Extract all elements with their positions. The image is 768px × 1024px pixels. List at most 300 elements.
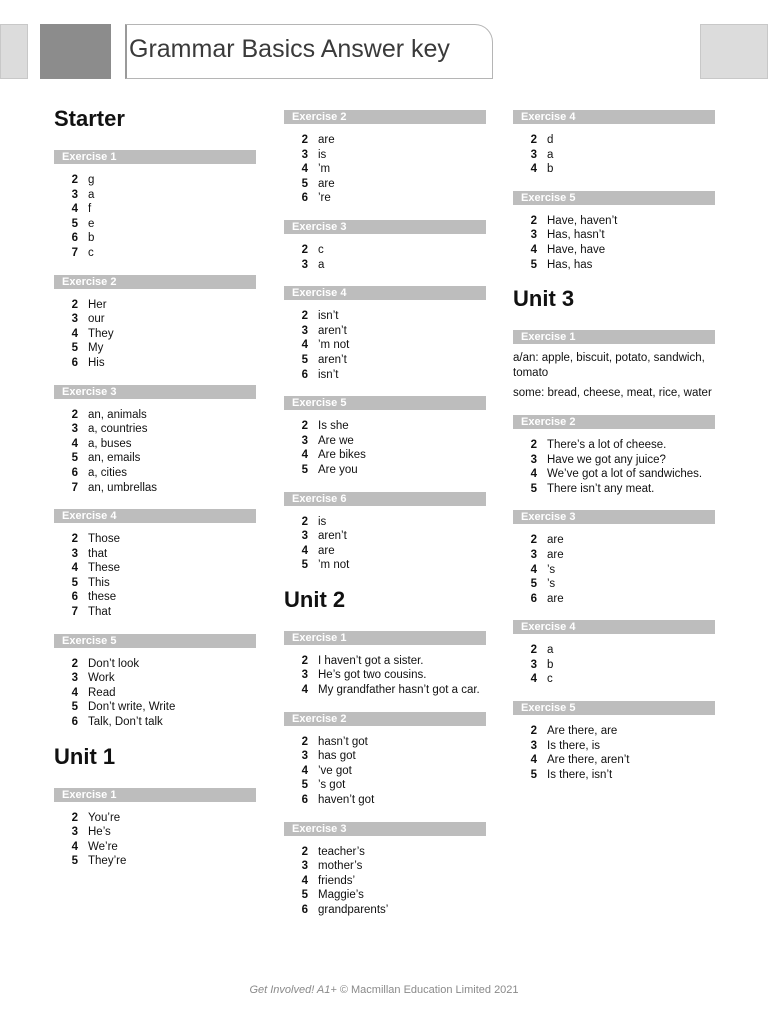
answer-item: [513, 162, 715, 177]
answer-item: [513, 148, 715, 163]
answer-number: 5: [71, 701, 78, 714]
answer-text: are: [547, 548, 564, 561]
answer-number: 5: [301, 177, 308, 190]
answer-text: There isn’t any meat.: [547, 482, 655, 495]
answer-item: [54, 437, 256, 452]
answer-item: [54, 686, 256, 701]
exercise-header: Exercise 4: [54, 509, 256, 523]
answer-number: 3: [301, 258, 308, 271]
answer-text: g: [88, 174, 95, 186]
answer-number: 2: [301, 735, 308, 748]
answer-item: [513, 643, 715, 658]
answer-item: [54, 715, 256, 730]
answer-number: 4: [71, 203, 78, 216]
answer-item: [54, 173, 256, 188]
exercise-header: Exercise 6: [284, 492, 486, 506]
answer-text: f: [88, 203, 92, 216]
answer-item: [284, 529, 486, 544]
answer-item: [284, 258, 486, 273]
answer-list: [284, 419, 486, 477]
answer-item: [513, 438, 715, 453]
answer-item: [54, 246, 256, 261]
answer-number: 4: [301, 544, 308, 557]
answer-text: isn’t: [318, 368, 339, 381]
answer-number: 6: [71, 591, 78, 604]
answer-text: a: [547, 148, 554, 161]
exercise-header: Exercise 1: [54, 788, 256, 802]
answer-item: [54, 202, 256, 217]
column-2: [284, 110, 486, 932]
answer-number: 4: [71, 840, 78, 853]
answer-item: [284, 448, 486, 463]
answer-item: [54, 422, 256, 437]
answer-item: [284, 845, 486, 860]
answer-number: 2: [530, 438, 537, 451]
answer-text: Has, hasn’t: [547, 229, 605, 242]
answer-item: [54, 312, 256, 327]
answer-number: 2: [301, 420, 308, 433]
answer-item: [513, 482, 715, 497]
answer-item: [284, 338, 486, 353]
answer-list: [54, 173, 256, 261]
answer-number: 2: [71, 533, 78, 546]
answer-text: My grandfather hasn’t got a car.: [318, 684, 480, 697]
answer-text: You’re: [88, 811, 121, 824]
answer-item: [513, 214, 715, 229]
answer-text: are: [547, 592, 564, 605]
exercise-header: Exercise 4: [513, 110, 715, 124]
column-1: [54, 106, 256, 883]
answer-text: a: [547, 644, 554, 657]
answer-item: [54, 854, 256, 869]
answer-item: [284, 544, 486, 559]
answer-number: 3: [71, 423, 78, 436]
answer-number: 7: [71, 246, 78, 259]
answer-text: a: [88, 188, 95, 201]
answer-text: are: [547, 534, 564, 547]
answer-number: 2: [301, 654, 308, 667]
answer-item: [513, 228, 715, 243]
answer-list: [513, 724, 715, 782]
answer-number: 2: [71, 174, 78, 186]
answer-number: 2: [530, 725, 537, 738]
answer-item: [54, 451, 256, 466]
answer-text: ’s: [547, 563, 556, 576]
answer-list: [284, 515, 486, 573]
answer-text: Work: [88, 672, 115, 685]
answer-item: [54, 217, 256, 232]
answer-item: [54, 825, 256, 840]
unit-heading: Unit 3: [513, 286, 575, 312]
answer-item: [54, 547, 256, 562]
answer-text: They’re: [88, 855, 127, 868]
answer-text: c: [547, 673, 553, 686]
answer-list: [513, 133, 715, 177]
answer-number: 3: [71, 672, 78, 685]
answer-number: 3: [301, 669, 308, 682]
answer-text: a, cities: [88, 466, 127, 479]
answer-number: 5: [71, 342, 78, 355]
answer-number: 2: [530, 534, 537, 547]
answer-text: teacher’s: [318, 845, 365, 858]
answer-number: 3: [301, 434, 308, 447]
answer-text: He’s: [88, 826, 111, 839]
answer-number: 2: [301, 310, 308, 323]
answer-text: Those: [88, 533, 120, 546]
exercise-header: Exercise 2: [284, 712, 486, 726]
answer-number: 4: [301, 874, 308, 887]
exercise-header: Exercise 2: [513, 415, 715, 429]
answer-text: Are there, aren’t: [547, 754, 630, 767]
answer-item: [284, 463, 486, 478]
exercise-header: Exercise 1: [54, 150, 256, 164]
answer-number: 3: [301, 750, 308, 763]
answer-number: 5: [530, 258, 537, 271]
answer-number: 6: [301, 904, 308, 916]
answer-text: Don’t look: [88, 657, 140, 670]
answer-item: [284, 162, 486, 177]
exercise-header: Exercise 3: [284, 220, 486, 234]
answer-text: is: [318, 515, 327, 528]
answer-text: These: [88, 562, 120, 575]
answer-number: 6: [71, 716, 78, 729]
answer-number: 6: [301, 368, 308, 381]
answer-number: 4: [301, 163, 308, 176]
answer-text: isn’t: [318, 310, 339, 323]
answer-number: 4: [71, 562, 78, 575]
answer-number: 5: [71, 452, 78, 465]
answer-number: 5: [530, 768, 537, 781]
answer-number: 4: [71, 686, 78, 699]
answer-text: d: [547, 134, 554, 146]
answer-text: ’ve got: [318, 764, 352, 777]
right-edge-tab: [700, 24, 768, 79]
answer-number: 2: [530, 214, 537, 227]
exercise-header: Exercise 2: [54, 275, 256, 289]
answer-number: 3: [530, 229, 537, 242]
answer-item: [284, 133, 486, 148]
answer-item: [284, 764, 486, 779]
answer-item: [284, 859, 486, 874]
answer-item: [513, 258, 715, 273]
answer-text: aren’t: [318, 353, 347, 366]
answer-text: Have, haven’t: [547, 214, 618, 227]
answer-number: 3: [530, 148, 537, 161]
exercise-header: Exercise 1: [513, 330, 715, 344]
answer-number: 6: [71, 466, 78, 479]
answer-number: 4: [301, 764, 308, 777]
answer-item: [284, 309, 486, 324]
answer-text: that: [88, 547, 108, 560]
answer-text: They: [88, 327, 114, 340]
answer-number: 5: [301, 779, 308, 792]
answer-number: 3: [530, 658, 537, 671]
answer-list: [54, 298, 256, 371]
unit-heading: Unit 2: [284, 586, 346, 612]
answer-text: mother’s: [318, 860, 363, 873]
answer-item: [54, 231, 256, 246]
answer-item: [284, 324, 486, 339]
answer-list: [284, 243, 486, 272]
answer-item: [284, 874, 486, 889]
answer-number: 2: [71, 408, 78, 421]
answer-item: [513, 548, 715, 563]
answer-item: [513, 453, 715, 468]
answer-number: 3: [71, 188, 78, 201]
exercise-header: Exercise 5: [284, 396, 486, 410]
answer-list: [54, 408, 256, 496]
answer-item: [513, 724, 715, 739]
answer-item: [284, 654, 486, 669]
page-title: Grammar Basics Answer key: [129, 35, 450, 63]
answer-number: 3: [301, 530, 308, 543]
answer-text: haven’t got: [318, 794, 375, 807]
answer-text: an, umbrellas: [88, 481, 158, 494]
answer-text: We’re: [88, 840, 118, 853]
exercise-header: Exercise 5: [513, 191, 715, 205]
answer-list: [54, 532, 256, 620]
answer-list: [284, 654, 486, 698]
answer-number: 4: [530, 468, 537, 481]
answer-list: [513, 643, 715, 687]
answer-text: b: [547, 658, 554, 671]
answer-text: c: [318, 243, 324, 256]
answer-item: [513, 672, 715, 687]
answer-text: ’s: [547, 578, 556, 591]
answer-item: [513, 563, 715, 578]
answer-number: 5: [530, 578, 537, 591]
answer-text: b: [88, 232, 95, 245]
footer-book-title: Get Involved! A1+: [249, 984, 337, 996]
answer-item: [284, 888, 486, 903]
answer-list: [54, 657, 256, 730]
exercise-header: Exercise 4: [284, 286, 486, 300]
answer-item: [284, 368, 486, 383]
answer-text: friends’: [318, 874, 356, 887]
answer-text: This: [88, 576, 110, 589]
answer-list: [284, 735, 486, 808]
answer-number: 3: [530, 548, 537, 561]
answer-number: 2: [71, 657, 78, 670]
footer: [0, 984, 768, 996]
answer-number: 5: [301, 889, 308, 902]
answer-text: I haven’t got a sister.: [318, 654, 424, 667]
answer-item: [54, 590, 256, 605]
answer-list: [284, 309, 486, 382]
answer-item: [54, 408, 256, 423]
answer-item: [513, 753, 715, 768]
answer-item: [513, 533, 715, 548]
answer-number: 3: [530, 453, 537, 466]
answer-number: 2: [301, 134, 308, 146]
answer-number: 4: [301, 684, 308, 697]
answer-item: [54, 356, 256, 371]
answer-number: 6: [301, 192, 308, 205]
answer-text: That: [88, 606, 112, 619]
answer-text: aren’t: [318, 530, 347, 543]
answer-number: 3: [301, 148, 308, 161]
answer-number: 3: [301, 860, 308, 873]
answer-item: [284, 177, 486, 192]
answer-text: Don’t write, Write: [88, 701, 176, 714]
answer-number: 2: [301, 243, 308, 256]
answer-item: [284, 191, 486, 206]
answer-number: 4: [301, 449, 308, 462]
answer-item: [284, 749, 486, 764]
answer-number: 3: [71, 313, 78, 326]
answer-number: 5: [71, 217, 78, 230]
answer-item: [513, 739, 715, 754]
answer-number: 4: [530, 673, 537, 686]
answer-text: Maggie’s: [318, 889, 364, 902]
answer-item: [54, 188, 256, 203]
answer-text: hasn’t got: [318, 735, 368, 748]
answer-text: Are we: [318, 434, 354, 447]
answer-item: [54, 576, 256, 591]
answer-list: [284, 133, 486, 206]
answer-text: ’m not: [318, 339, 350, 352]
answer-number: 7: [71, 481, 78, 494]
answer-text: e: [88, 217, 95, 230]
answer-item: [284, 243, 486, 258]
answer-item: [54, 657, 256, 672]
answer-text: Read: [88, 686, 116, 699]
answer-text: a, countries: [88, 423, 148, 436]
answer-text: are: [318, 544, 335, 557]
answer-number: 5: [71, 576, 78, 589]
answer-number: 4: [530, 754, 537, 767]
answer-item: [54, 671, 256, 686]
answer-number: 4: [530, 163, 537, 176]
answer-list: [513, 438, 715, 496]
exercise-header: Exercise 3: [513, 510, 715, 524]
answer-item: [284, 558, 486, 573]
answer-number: 6: [71, 232, 78, 245]
answer-text: My: [88, 342, 104, 355]
answer-item: [513, 133, 715, 148]
answer-item: [513, 768, 715, 783]
answer-text: ’m not: [318, 559, 350, 572]
answer-number: 3: [530, 739, 537, 752]
answer-text: are: [318, 134, 335, 146]
answer-item: [54, 327, 256, 342]
answer-text: Is there, isn’t: [547, 768, 613, 781]
answer-item: [284, 735, 486, 750]
answer-number: 4: [71, 437, 78, 450]
answer-item: [513, 658, 715, 673]
answer-text: ’re: [318, 192, 331, 205]
answer-number: 5: [301, 559, 308, 572]
answer-text: a: [318, 258, 325, 271]
answer-text: We’ve got a lot of sandwiches.: [547, 468, 703, 481]
answer-text: c: [88, 246, 94, 259]
answer-text: Have, have: [547, 243, 606, 256]
answer-item: [513, 577, 715, 592]
answer-text: has got: [318, 750, 356, 763]
answer-number: 5: [301, 463, 308, 476]
answer-text: Has, has: [547, 258, 593, 271]
answer-number: 4: [301, 339, 308, 352]
answer-item: [284, 903, 486, 918]
answer-number: 2: [71, 298, 78, 311]
answer-text: our: [88, 313, 105, 326]
answer-text: Is she: [318, 420, 349, 433]
answer-item: [54, 532, 256, 547]
answer-item: [54, 481, 256, 496]
answer-text: There’s a lot of cheese.: [547, 438, 667, 451]
answer-item: [284, 778, 486, 793]
answer-paragraph: a/an: apple, biscuit, potato, sandwich, tomato: [513, 352, 705, 379]
title-box: [125, 24, 493, 79]
answer-item: [54, 341, 256, 356]
answer-text: a, buses: [88, 437, 132, 450]
answer-item: [284, 434, 486, 449]
answer-item: [54, 605, 256, 620]
answer-list: [284, 845, 486, 918]
answer-text: ’m: [318, 163, 331, 176]
answer-text: Are you: [318, 463, 358, 476]
unit-heading: Starter: [54, 106, 125, 131]
answer-number: 3: [301, 324, 308, 337]
answer-text: ’s got: [318, 779, 346, 792]
exercise-header: Exercise 4: [513, 620, 715, 634]
answer-item: [513, 467, 715, 482]
answer-text: Have we got any juice?: [547, 453, 666, 466]
answer-text: His: [88, 356, 105, 369]
answer-number: 3: [71, 547, 78, 560]
answer-item: [54, 840, 256, 855]
column-3: [513, 110, 715, 796]
answer-list: [513, 533, 715, 606]
answer-text: is: [318, 148, 327, 161]
answer-number: 3: [71, 826, 78, 839]
answer-item: [284, 419, 486, 434]
answer-number: 4: [71, 327, 78, 340]
answer-text: He’s got two cousins.: [318, 669, 427, 682]
answer-number: 6: [71, 356, 78, 369]
answer-text: Talk, Don’t talk: [88, 716, 163, 729]
answer-text: Her: [88, 298, 107, 311]
footer-copyright: © Macmillan Education Limited 2021: [336, 984, 519, 996]
answer-item: [513, 243, 715, 258]
answer-number: 7: [71, 606, 78, 619]
exercise-header: Exercise 5: [54, 634, 256, 648]
header-dark-block: [40, 24, 111, 79]
answer-paragraph: some: bread, cheese, meat, rice, water: [513, 387, 712, 400]
answer-item: [284, 353, 486, 368]
answer-number: 6: [530, 592, 537, 605]
answer-item: [54, 298, 256, 313]
answer-list: [54, 811, 256, 869]
exercise-header: Exercise 2: [284, 110, 486, 124]
answer-number: 5: [530, 482, 537, 495]
answer-number: 2: [301, 515, 308, 528]
answer-number: 4: [530, 563, 537, 576]
exercise-header: Exercise 3: [284, 822, 486, 836]
answer-item: [54, 811, 256, 826]
answer-number: 2: [530, 644, 537, 657]
answer-number: 2: [71, 811, 78, 824]
exercise-header: Exercise 5: [513, 701, 715, 715]
answer-number: 4: [530, 243, 537, 256]
answer-list: [513, 214, 715, 272]
answer-number: 5: [301, 353, 308, 366]
answer-text: grandparents’: [318, 904, 389, 916]
unit-heading: Unit 1: [54, 743, 116, 769]
answer-text: b: [547, 163, 554, 176]
answer-item: [284, 683, 486, 698]
exercise-header: Exercise 1: [284, 631, 486, 645]
